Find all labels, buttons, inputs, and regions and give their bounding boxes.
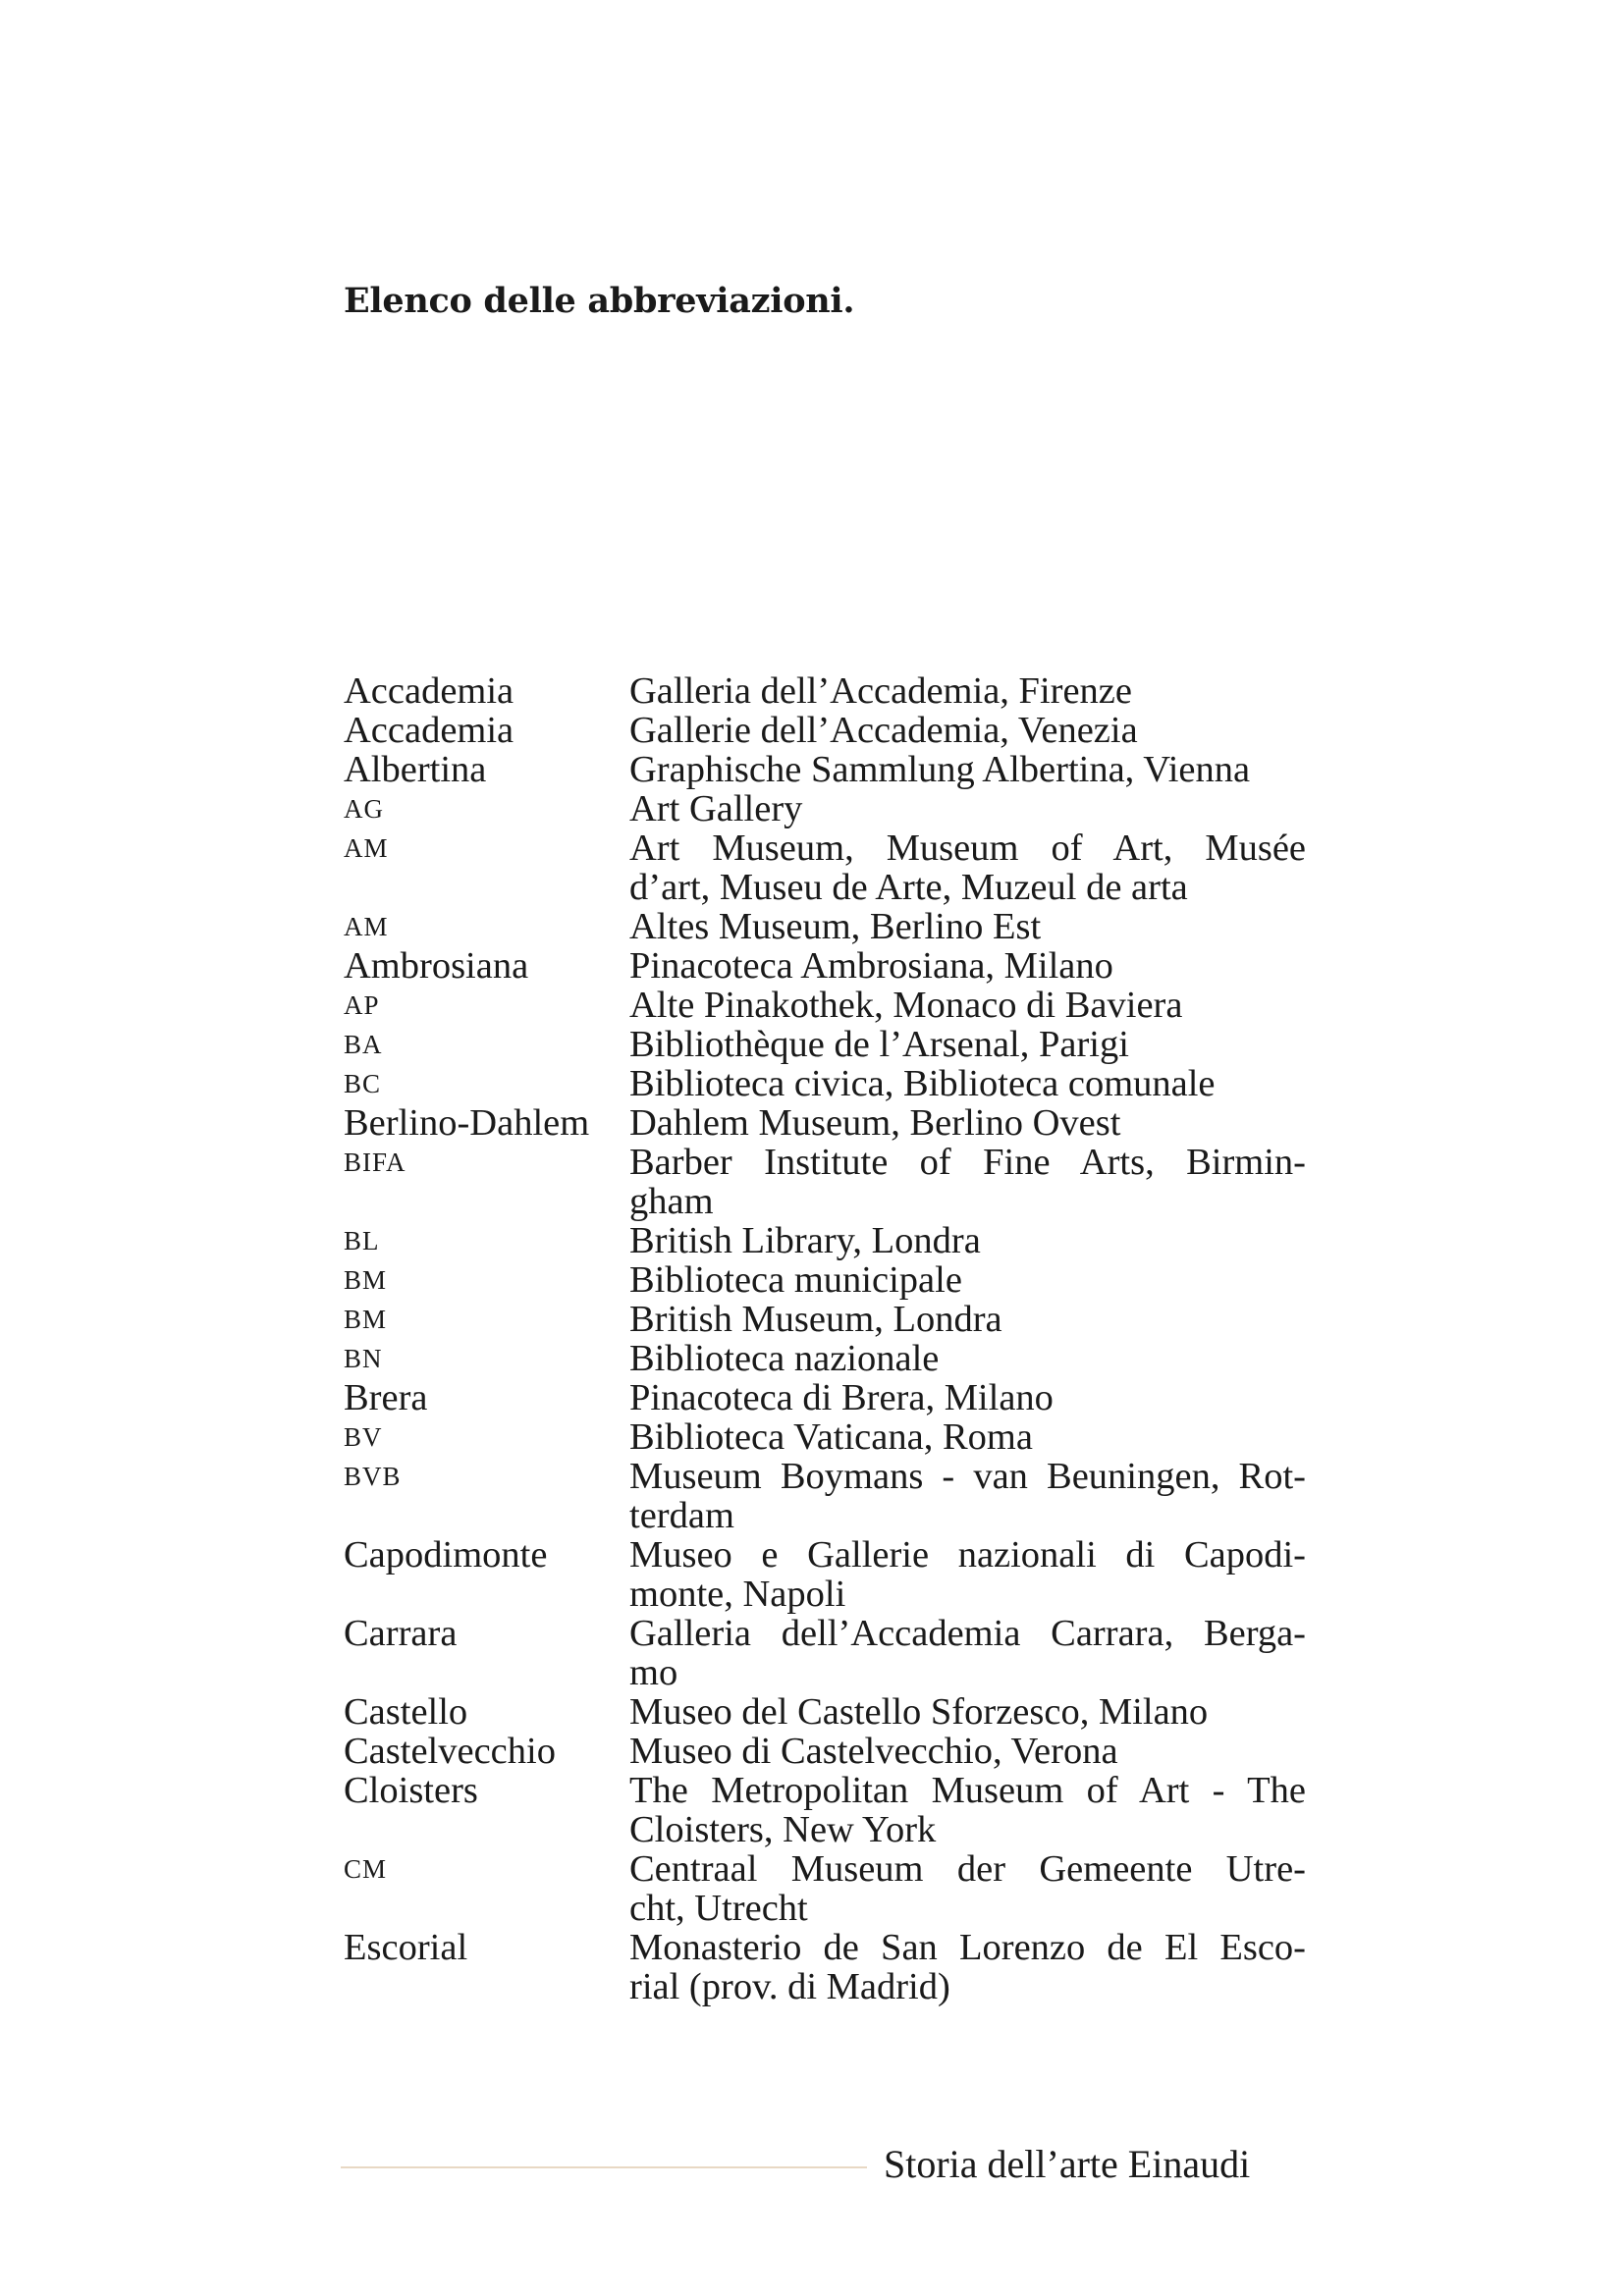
abbreviation-term: BM	[344, 1305, 388, 1334]
description-line: Biblioteca municipale	[629, 1259, 962, 1301]
abbreviation-entry	[344, 789, 1306, 828]
description-line: Museo del Castello Sforzesco, Milano	[629, 1691, 1209, 1733]
description-line: cht, Utrecht	[629, 1888, 808, 1929]
description-line: Graphische Sammlung Albertina, Vienna	[629, 749, 1251, 790]
abbreviation-description	[629, 1064, 1306, 1103]
abbreviation-term: Capodimonte	[344, 1534, 548, 1575]
abbreviation-entry	[344, 1732, 1306, 1771]
description-line: Museo e Gallerie nazionali di Capodi-	[629, 1534, 1306, 1575]
abbreviation-list	[344, 671, 1306, 2006]
abbreviation-description	[629, 789, 1306, 828]
abbreviation-entry	[344, 1849, 1306, 1928]
abbreviation-entry	[344, 1300, 1306, 1339]
abbreviation-entry	[344, 986, 1306, 1025]
description-line: Bibliothèque de l’Arsenal, Parigi	[629, 1024, 1129, 1065]
description-line: Pinacoteca di Brera, Milano	[629, 1377, 1054, 1418]
abbreviation-description	[629, 828, 1306, 907]
abbreviation-entry	[344, 750, 1306, 789]
abbreviation-term: BV	[344, 1422, 383, 1452]
description-line: Art Gallery	[629, 788, 803, 829]
abbreviation-term: BC	[344, 1069, 382, 1098]
abbreviation-description	[629, 1378, 1306, 1417]
abbreviation-term: AM	[344, 833, 389, 863]
description-line: The Metropolitan Museum of Art - The	[629, 1770, 1306, 1811]
description-line: monte, Napoli	[629, 1574, 846, 1615]
abbreviation-description	[629, 1025, 1306, 1064]
abbreviation-term: Castelvecchio	[344, 1731, 556, 1772]
abbreviation-term: BVB	[344, 1462, 402, 1491]
abbreviation-description	[629, 1771, 1306, 1849]
abbreviation-entry	[344, 1221, 1306, 1260]
abbreviation-description	[629, 1457, 1306, 1535]
abbreviation-description	[629, 1928, 1306, 2006]
abbreviation-description	[629, 1300, 1306, 1339]
abbreviation-term: CM	[344, 1854, 388, 1884]
abbreviation-description	[629, 1339, 1306, 1378]
abbreviation-description	[629, 907, 1306, 946]
description-line: rial (prov. di Madrid)	[629, 1966, 950, 2007]
abbreviation-description	[629, 946, 1306, 986]
abbreviation-description	[629, 1143, 1306, 1221]
abbreviation-entry	[344, 1025, 1306, 1064]
description-line: Monasterio de San Lorenzo de El Esco-	[629, 1927, 1306, 1968]
abbreviation-description	[629, 1692, 1306, 1732]
abbreviation-entry	[344, 1614, 1306, 1692]
abbreviation-term: BM	[344, 1265, 388, 1295]
abbreviation-term: Accademia	[344, 670, 514, 712]
abbreviation-entry	[344, 1103, 1306, 1143]
abbreviation-entry	[344, 1260, 1306, 1300]
description-line: Biblioteca civica, Biblioteca comunale	[629, 1063, 1216, 1104]
abbreviation-entry	[344, 1064, 1306, 1103]
page-title: Elenco delle abbreviazioni.	[344, 281, 855, 321]
description-line: Centraal Museum der Gemeente Utre-	[629, 1848, 1306, 1890]
abbreviation-entry	[344, 1771, 1306, 1849]
abbreviation-term: BIFA	[344, 1148, 406, 1177]
description-line: Museo di Castelvecchio, Verona	[629, 1731, 1118, 1772]
description-line: British Museum, Londra	[629, 1299, 1002, 1340]
abbreviation-description	[629, 1535, 1306, 1614]
footer-text: Storia dell’arte Einaudi	[884, 2142, 1251, 2186]
abbreviation-description	[629, 711, 1306, 750]
abbreviation-entry	[344, 1535, 1306, 1614]
abbreviation-description	[629, 1614, 1306, 1692]
abbreviation-term: Escorial	[344, 1927, 468, 1968]
abbreviation-description	[629, 1417, 1306, 1457]
abbreviation-description	[629, 671, 1306, 711]
abbreviation-entry	[344, 1457, 1306, 1535]
abbreviation-term: AG	[344, 794, 384, 824]
description-line: Biblioteca nazionale	[629, 1338, 940, 1379]
abbreviation-entry	[344, 1417, 1306, 1457]
abbreviation-entry	[344, 1692, 1306, 1732]
description-line: Pinacoteca Ambrosiana, Milano	[629, 945, 1113, 987]
description-line: Gallerie dell’Accademia, Venezia	[629, 710, 1138, 751]
abbreviation-term: Carrara	[344, 1613, 458, 1654]
abbreviation-description	[629, 986, 1306, 1025]
description-line: Alte Pinakothek, Monaco di Baviera	[629, 985, 1183, 1026]
abbreviation-entry	[344, 946, 1306, 986]
description-line: d’art, Museu de Arte, Muzeul de arta	[629, 867, 1188, 908]
description-line: Biblioteca Vaticana, Roma	[629, 1416, 1033, 1458]
abbreviation-term: Cloisters	[344, 1770, 478, 1811]
abbreviation-entry	[344, 1143, 1306, 1221]
abbreviation-term: Accademia	[344, 710, 514, 751]
abbreviation-description	[629, 750, 1306, 789]
description-line: mo	[629, 1652, 678, 1693]
abbreviation-term: Brera	[344, 1377, 428, 1418]
description-line: Museum Boymans - van Beuningen, Rot-	[629, 1456, 1306, 1497]
abbreviation-description	[629, 1732, 1306, 1771]
footer-rule	[341, 2166, 867, 2168]
abbreviation-description	[629, 1103, 1306, 1143]
abbreviation-entry	[344, 1339, 1306, 1378]
abbreviation-entry	[344, 828, 1306, 907]
description-line: Art Museum, Museum of Art, Musée	[629, 828, 1306, 869]
description-line: Altes Museum, Berlino Est	[629, 906, 1042, 947]
description-line: Galleria dell’Accademia, Firenze	[629, 670, 1132, 712]
description-line: Dahlem Museum, Berlino Ovest	[629, 1102, 1121, 1144]
abbreviation-term: BN	[344, 1344, 383, 1373]
abbreviation-description	[629, 1221, 1306, 1260]
description-line: British Library, Londra	[629, 1220, 981, 1261]
abbreviation-entry	[344, 711, 1306, 750]
description-line: terdam	[629, 1495, 734, 1536]
abbreviation-entry	[344, 671, 1306, 711]
abbreviation-term: BL	[344, 1226, 380, 1255]
description-line: Cloisters, New York	[629, 1809, 937, 1850]
abbreviation-entry	[344, 1378, 1306, 1417]
abbreviation-term: Berlino-Dahlem	[344, 1102, 590, 1144]
description-line: Barber Institute of Fine Arts, Birmin-	[629, 1142, 1306, 1183]
abbreviation-entry	[344, 907, 1306, 946]
description-line: gham	[629, 1181, 714, 1222]
abbreviation-term: AP	[344, 990, 380, 1020]
abbreviation-term: Ambrosiana	[344, 945, 529, 987]
abbreviation-description	[629, 1260, 1306, 1300]
abbreviation-term: Albertina	[344, 749, 487, 790]
abbreviation-description	[629, 1849, 1306, 1928]
description-line: Galleria dell’Accademia Carrara, Berga-	[629, 1613, 1306, 1654]
abbreviation-term: AM	[344, 912, 389, 941]
abbreviation-entry	[344, 1928, 1306, 2006]
abbreviation-term: BA	[344, 1030, 383, 1059]
abbreviation-term: Castello	[344, 1691, 468, 1733]
